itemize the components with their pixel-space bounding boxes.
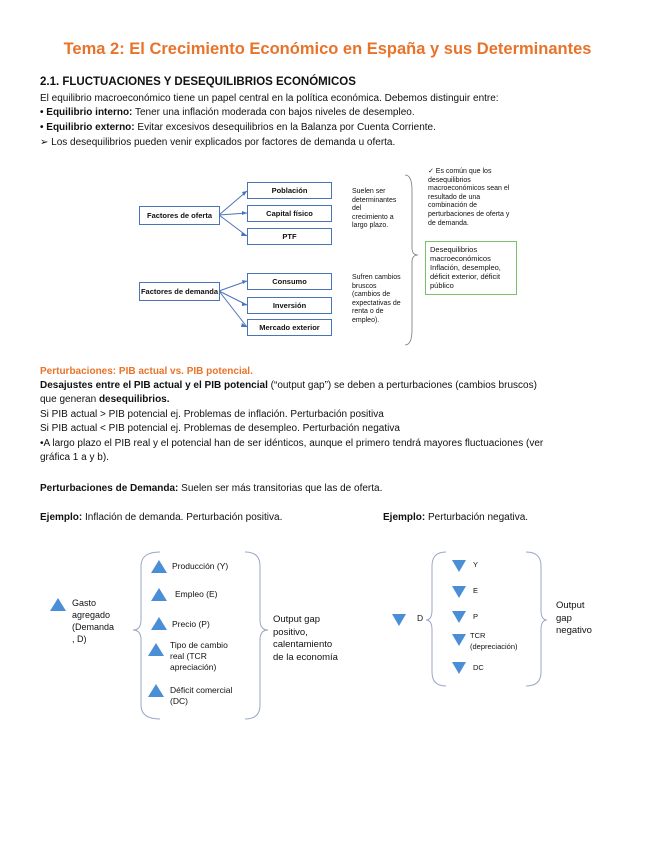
trade-deficit-up-icon: [148, 684, 164, 702]
left-item-employment: Empleo (E): [175, 589, 218, 599]
gap-line-2-bold: desequilibrios.: [98, 394, 170, 405]
left-item-exchange-rate: Tipo de cambio real (TCR apreciación): [170, 640, 228, 672]
employment-up-icon: [151, 588, 167, 606]
e-down-icon: [452, 585, 466, 603]
example-2-text: Perturbación negativa.: [425, 512, 529, 523]
right-cause-down-icon: [392, 613, 406, 631]
example-2: [383, 511, 528, 524]
right-item-tcr: TCR (depreciación): [470, 631, 518, 651]
left-result: Output gap positivo, calentamiento de la economía: [273, 614, 338, 663]
left-item-price: Precio (P): [172, 619, 210, 629]
left-cause-up-icon: [50, 598, 66, 616]
bullet-external: [40, 121, 436, 134]
example-1: [40, 511, 282, 524]
right-result: Output gap negativo: [556, 600, 592, 636]
right-item-dc: DC: [473, 663, 484, 672]
demand-factors-box: Factores de demanda: [139, 282, 220, 301]
dc-down-icon: [452, 661, 466, 679]
gap-line-1-text: (“output gap”) se deben a perturbaciones (cambios bruscos): [267, 380, 537, 391]
left-item-production: Producción (Y): [172, 561, 229, 571]
example-2-label: Ejemplo:: [383, 512, 426, 523]
combination-note: ✓ Es común que los desequilibrios macroeconómicos sean el resultado de una combinación de perturbaciones de oferta y de demanda.: [428, 168, 510, 227]
right-item-e: E: [473, 586, 479, 595]
intro-text: El equilibrio macroeconómico tiene un papel central en la política económica. Debemos distinguir entre:: [40, 93, 499, 104]
supply-factors-box: Factores de oferta: [139, 206, 220, 225]
page-title: Tema 2: El Crecimiento Económico en España y sus Determinantes: [63, 40, 592, 58]
bullet-external-label: • Equilibrio externo:: [40, 122, 135, 133]
gap-line-2-text: que generan: [40, 394, 99, 405]
right-item-y: Y: [473, 560, 479, 569]
left-cause: Gasto agregado (Demanda , D): [72, 598, 115, 644]
left-item-trade-deficit: Déficit comercial (DC): [170, 685, 233, 706]
demand-item-investment: Inversión: [247, 297, 332, 314]
bullet-external-text: Evitar excesivos desequilibrios en la Balanza por Cuenta Corriente.: [134, 122, 436, 133]
demand-note: Sufren cambios bruscos (cambios de expectativas de renta o de empleo).: [352, 274, 401, 324]
supply-item-capital: Capital físico: [247, 205, 332, 222]
right-item-p: P: [473, 612, 479, 621]
tcr-down-icon: [452, 633, 466, 651]
gap-line-1-bold: Desajustes entre el PIB actual y el PIB potencial: [40, 380, 268, 391]
demand-item-foreign: Mercado exterior: [247, 319, 332, 336]
demand-item-consumption: Consumo: [247, 273, 332, 290]
example-1-label: Ejemplo:: [40, 512, 83, 523]
imbalances-box: Desequilibrios macroeconómicos Inflación, desempleo, déficit exterior, déficit público: [425, 241, 517, 295]
supply-item-population: Población: [247, 182, 332, 199]
demand-perturbations-label: Perturbaciones de Demanda:: [40, 483, 179, 494]
gap-line-4: Si PIB actual < PIB potencial ej. Problemas de desempleo. Perturbación negativa: [40, 423, 400, 434]
right-cause: D: [417, 613, 424, 623]
price-up-icon: [151, 617, 167, 635]
demand-perturbations: [40, 482, 382, 495]
gap-line-1: [40, 379, 537, 392]
example-1-text: Inflación de demanda. Perturbación positiva.: [82, 512, 283, 523]
section-heading: 2.1. FLUCTUACIONES Y DESEQUILIBRIOS ECONÓMICOS: [40, 76, 356, 88]
bullet-internal: [40, 106, 415, 119]
bullet-internal-text: Tener una inflación moderada con bajos niveles de desempleo.: [132, 107, 415, 118]
perturbations-subheading: Perturbaciones: PIB actual vs. PIB potencial.: [40, 366, 253, 377]
y-down-icon: [452, 559, 466, 577]
gap-line-6: gráfica 1 a y b).: [40, 452, 109, 463]
production-up-icon: [151, 560, 167, 578]
supply-note: Suelen ser determinantes del crecimiento a largo plazo.: [352, 188, 397, 230]
bullet-internal-label: • Equilibrio interno:: [40, 107, 133, 118]
demand-perturbations-text: Suelen ser más transitorias que las de oferta.: [178, 483, 383, 494]
gap-line-5: •A largo plazo el PIB real y el potencial han de ser idénticos, aunque el primero tendrá mayores fluctuaciones (ver: [40, 438, 544, 449]
supply-item-tfp: PTF: [247, 228, 332, 245]
arrow-line: ➢ Los desequilibrios pueden venir explicados por factores de demanda u oferta.: [40, 137, 396, 148]
gap-line-3: Si PIB actual > PIB potencial ej. Problemas de inflación. Perturbación positiva: [40, 409, 384, 420]
exchange-rate-up-icon: [148, 643, 164, 661]
p-down-icon: [452, 610, 466, 628]
gap-line-2: [40, 393, 170, 406]
